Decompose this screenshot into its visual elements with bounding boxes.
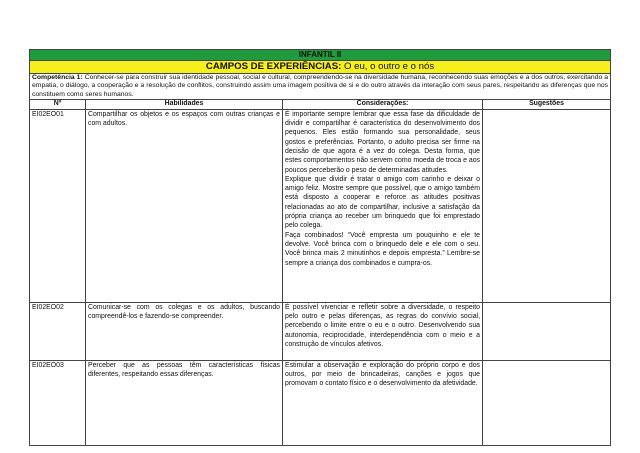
consideration-paragraph: Estimular a observação e exploração do próprio corpo e dos outros, por meio de brincadeiras, canções e jogos que promovam o contato físico e o desenvolvimento da afetividade. [285,361,480,388]
header-considerations: Considerações: [283,100,483,110]
skill-text: Compartilhar os objetos e os espaços com outras crianças e com adultos. [86,109,283,302]
header-skills: Habilidades [86,100,283,110]
suggestions-cell [483,360,611,445]
header-number: Nº [30,100,86,110]
skill-code: EI02EO01 [30,109,86,302]
suggestions-cell [483,109,611,302]
competence-label: Competência 1: [32,74,83,81]
considerations-cell [283,109,483,302]
skill-code: EI02EO03 [30,360,86,445]
consideration-paragraph: É possível vivenciar e refletir sobre a diversidade, o respeito pelo outro e pelas diferenças, as regras do convívio social, percebendo o limite entre o eu e o outro. Desenvolvendo sua autonomia, reciprocidade, interdependência com o meio e a construção de vínculos afetivos. [285,303,480,348]
header-suggestions: Sugestões [483,100,611,110]
level-title: INFANTIL II [30,50,611,61]
table-row [30,109,611,302]
skill-text: Comunicar-se com os colegas e os adultos, buscando compreendê-los e fazendo-se compreender. [86,302,283,360]
document-page [29,49,610,446]
considerations-cell [283,360,483,445]
consideration-paragraph: É importante sempre lembrar que essa fase da dificuldade de dividir e compartilhar é característica do desenvolvimento dos pequenos. Eles estão formando sua personalidade, seus gostos e preferências. Portanto, o adulto precisa ser firme na decisão de que agora é a vez do colega. Desta forma, que estes comportamentos não servem como moeda de troca e aos poucos perceberão o peso de determinadas atitudes. [285,110,480,174]
suggestions-cell [483,302,611,360]
skill-code: EI02EO02 [30,302,86,360]
consideration-paragraph: Explique que dividir é tratar o amigo com carinho e deixar o amigo feliz. Mostre sempre que possível, que o amigo também está disposto a cooperar e reforce as atitudes positivas relacionadas ao ato de compartilhar, inclusive a satisfação da própria criança ao receber um brinquedo que foi emprestado pelo colega. [285,175,480,230]
experience-field-title [30,61,611,74]
table-row [30,302,611,360]
experience-field-name: O eu, o outro e o nós [343,61,435,72]
competence-statement [30,74,611,100]
experience-field-label: CAMPOS DE EXPERIÊNCIAS: [205,61,342,72]
curriculum-table [29,49,611,446]
skill-text: Perceber que as pessoas têm características físicas diferentes, respeitando essas diferenças. [86,360,283,445]
table-row [30,360,611,445]
table-header-row [30,100,611,110]
considerations-cell [283,302,483,360]
competence-text: Conhecer-se para construir sua identidade pessoal, social e cultural, compreendendo-se na diversidade humana, reconhecendo suas emoções e a dos outros, exercitando a empatia, o diálogo, a cooperação e a resolução de conflitos, construindo assim uma imagem positiva de si e do outro através da interação com seus pares, respeitando as diferenças que nos constituem como seres humanos. [32,74,609,98]
consideration-paragraph: Faça combinados! “Você empresta um pouquinho e ele te devolve. Você brinca com o brinquedo dele e ele com o seu. Você brinca mais 2 minutinhos e depois empresta.” Lembre-se sempre a criança dos combinados e cumpra-os. [285,231,480,267]
